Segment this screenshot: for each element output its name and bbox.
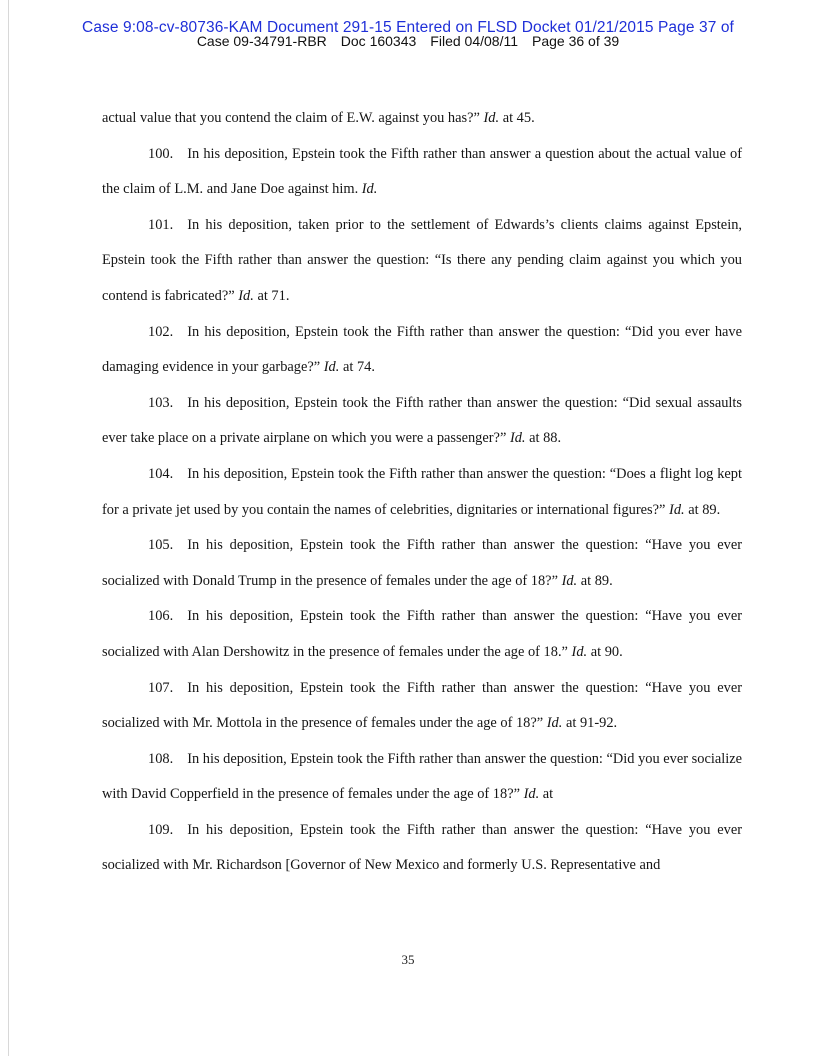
paragraph-text: In his deposition, Epstein took the Fifth rather than answer the question: “Have you ever socialized with Mr. Mottola in the presence of females under the age of 18?” xyxy=(102,679,742,732)
page-number: 35 xyxy=(401,952,415,967)
paragraph-text: In his deposition, Epstein took the Fifth rather than answer the question: “Have you ever socialized with Mr. Richardson [Governor of New Mexico and formerly U.S. Representative and xyxy=(102,821,742,874)
paragraph-text: In his deposition, Epstein took the Fifth rather than answer the question: “Did you ever socialize with David Copperfield in the presence of females under the age of 18?” xyxy=(102,750,742,803)
paragraph-number: 109. xyxy=(148,821,174,838)
citation-id: Id. xyxy=(483,110,500,126)
paragraph-text: In his deposition, Epstein took the Fifth rather than answer the question: “Have you ever socialized with Donald Trump in the presence of females under the age of 18?” xyxy=(102,537,742,589)
citation-id: Id. xyxy=(509,430,526,447)
paragraph-text: In his deposition, Epstein took the Fifth rather than answer a question about the actual value of the claim of L.M. and Jane Doe against him. xyxy=(102,145,742,198)
paragraph-number: 100. xyxy=(148,145,174,162)
paragraph-number: 104. xyxy=(148,465,174,482)
citation-id: Id. xyxy=(669,501,685,518)
paragraph-107 xyxy=(102,671,742,742)
paragraph-number: 107. xyxy=(148,679,174,696)
citation-pin: at 90. xyxy=(587,643,623,660)
citation-pin: at 89. xyxy=(577,572,613,589)
paragraph-text: In his deposition, Epstein took the Fifth rather than answer the question: “Did you ever have damaging evidence in your garbage?” xyxy=(102,323,742,376)
paragraph-text: In his deposition, Epstein took the Fifth rather than answer the question: “Did sexual assaults ever take place on a private airplane on which you were a passenger?” xyxy=(102,394,742,447)
bk-filed-date: Filed 04/08/11 xyxy=(430,33,518,49)
document-body xyxy=(102,101,742,884)
paragraph-105 xyxy=(102,528,742,599)
paragraph-text: In his deposition, Epstein took the Fifth rather than answer the question: “Have you ever socialized with Alan Dershowitz in the presence of females under the age of 18.” xyxy=(102,608,742,660)
paragraph-text: In his deposition, taken prior to the settlement of Edwards’s clients claims against Epstein, Epstein took the Fifth rather than answer the question: “Is there any pending claim against you which you contend is fabricated?” xyxy=(102,216,742,304)
citation-pin: at xyxy=(539,786,554,803)
paragraph-number: 105. xyxy=(148,537,174,554)
continued-paragraph xyxy=(102,101,742,137)
paragraph-number: 106. xyxy=(148,608,174,625)
paragraph-100 xyxy=(102,137,742,208)
citation-id: Id. xyxy=(238,287,254,304)
citation-id: Id. xyxy=(323,359,340,376)
paragraph-text: In his deposition, Epstein took the Fifth rather than answer the question: “Does a flight log kept for a private jet used by you contain the names of celebrities, dignitaries or international figures?” xyxy=(102,465,742,518)
citation-pin: at 89. xyxy=(684,501,721,518)
paragraph-103 xyxy=(102,386,742,457)
bk-page-count: Page 36 of 39 xyxy=(532,33,620,49)
citation-id: Id. xyxy=(561,572,578,589)
paragraph-number: 108. xyxy=(148,750,174,767)
bankruptcy-court-header xyxy=(0,33,816,49)
paragraph-106 xyxy=(102,599,742,670)
paragraph-number: 101. xyxy=(148,216,174,233)
paragraph-109 xyxy=(102,813,742,884)
paragraph-text: actual value that you contend the claim of E.W. against you has?” xyxy=(102,110,484,126)
paragraph-102 xyxy=(102,315,742,386)
citation-pin: at 88. xyxy=(525,430,562,447)
citation-pin: at 45. xyxy=(499,110,535,126)
paragraph-number: 102. xyxy=(148,323,174,340)
citation-id: Id. xyxy=(571,643,588,660)
citation-pin: at 91-92. xyxy=(562,715,618,732)
paragraph-101 xyxy=(102,208,742,315)
citation-pin: at 71. xyxy=(253,287,290,304)
bk-case-number: Case 09-34791-RBR xyxy=(196,33,327,49)
bk-doc-number: Doc 160343 xyxy=(340,33,417,49)
paragraph-104 xyxy=(102,457,742,528)
citation-id: Id. xyxy=(361,181,378,198)
paragraph-number: 103. xyxy=(148,394,174,411)
citation-id: Id. xyxy=(546,715,563,732)
citation-pin: at 74. xyxy=(339,359,375,376)
page-edge-rule xyxy=(8,0,9,1056)
paragraph-108 xyxy=(102,742,742,813)
citation-id: Id. xyxy=(523,786,540,803)
district-court-stamp: Case 9:08-cv-80736-KAM Document 291-15 Entered on FLSD Docket 01/21/2015 Page 37 of xyxy=(82,19,734,36)
